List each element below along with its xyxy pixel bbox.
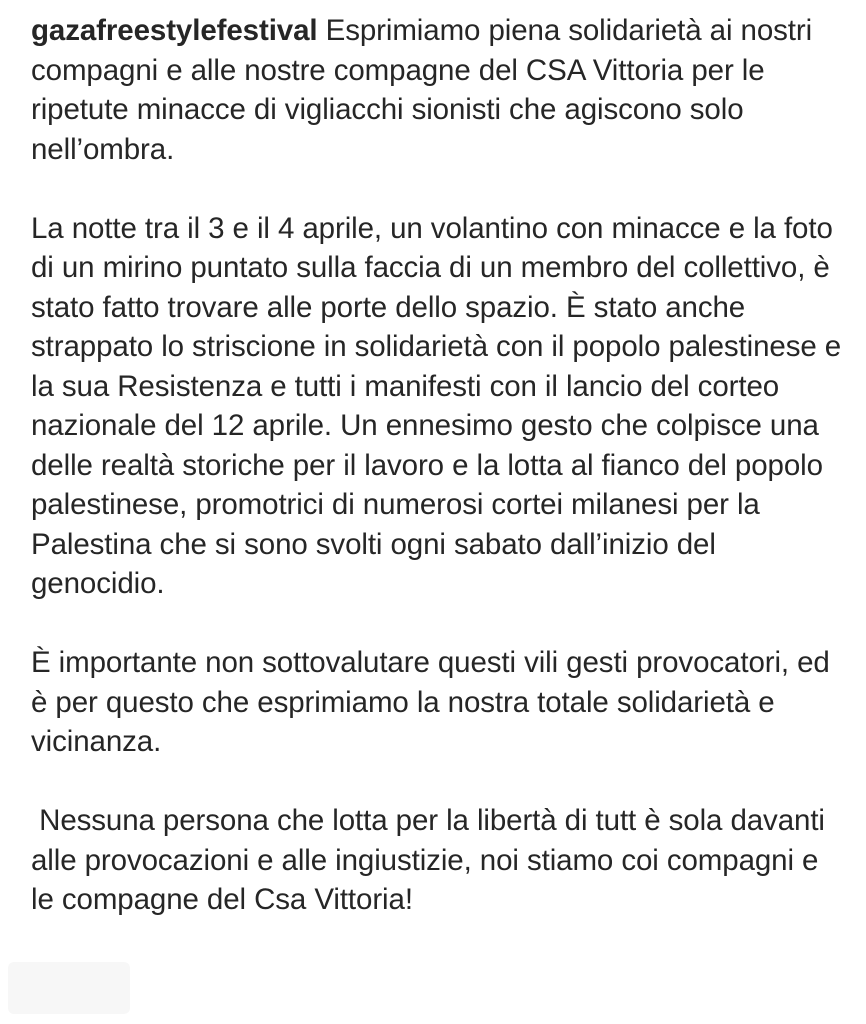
caption-paragraph-1 — [31, 11, 846, 169]
caption-paragraph-3: È importante non sottovalutare questi vili gesti provocatori, ed è per questo che esprimiamo la nostra totale solidarietà e vicinanza. — [31, 646, 838, 758]
caption-text-1: Esprimiamo piena solidarietà ai nostri compagni e alle nostre compagne del CSA Vittoria per le ripetute minacce di vigliacchi sionisti che agiscono solo nell’ombra. — [31, 14, 821, 166]
faded-placeholder — [8, 962, 130, 1014]
post-caption — [31, 11, 850, 959]
username-link[interactable]: gazafreestylefestival — [31, 14, 318, 47]
caption-paragraph-4: Nessuna persona che lotta per la libertà di tutt è sola davanti alle provocazioni e alle ingiustizie, noi stiamo coi compagni e le compagne del Csa Vittoria! — [31, 804, 833, 916]
caption-paragraph-2: La notte tra il 3 e il 4 aprile, un volantino con minacce e la foto di un mirino puntato sulla faccia di un membro del collettivo, è stato fatto trovare alle porte dello spazio. È stato anche strappato lo striscione in solidarietà con il popolo palestinese e la sua Resistenza e tutti i manifesti con il lancio del corteo nazionale del 12 aprile. Un ennesimo gesto che colpisce una delle realtà storiche per il lavoro e la lotta al fianco del popolo palestinese, promotrici di numerosi cortei milanesi per la Palestina che si sono svolti ogni sabato dall’inizio del genocidio. — [31, 211, 850, 600]
